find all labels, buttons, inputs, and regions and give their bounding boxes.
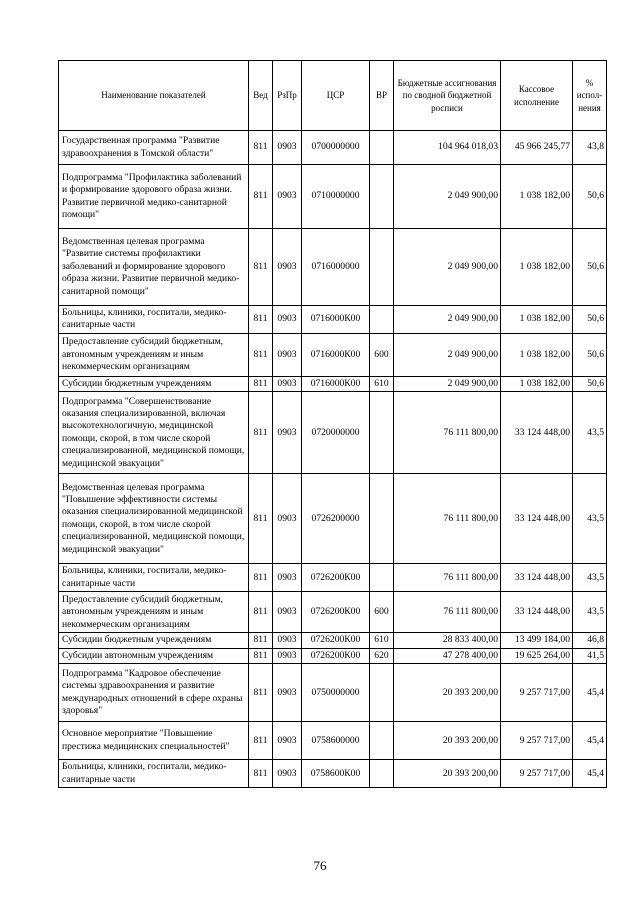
table-row: [59, 722, 607, 760]
cell-ved: 811: [249, 306, 273, 334]
cell-cash: 9 257 717,00: [501, 760, 573, 788]
header-rzpr: РзПр: [273, 61, 302, 131]
cell-budget: 2 049 900,00: [394, 229, 501, 306]
table-row: [59, 165, 607, 229]
cell-vr: [370, 760, 394, 788]
cell-percent: 43,5: [573, 564, 607, 592]
cell-ved: 811: [249, 131, 273, 165]
cell-rzpr: 0903: [273, 722, 302, 760]
cell-budget: 76 111 800,00: [394, 474, 501, 564]
cell-percent: 43,8: [573, 131, 607, 165]
cell-percent: 43,5: [573, 592, 607, 633]
cell-cash: 1 038 182,00: [501, 165, 573, 229]
table-row: [59, 648, 607, 663]
table-header-row: [59, 61, 607, 131]
cell-cash: 33 124 448,00: [501, 564, 573, 592]
header-ved: Вед: [249, 61, 273, 131]
cell-budget: 20 393 200,00: [394, 760, 501, 788]
cell-ved: 811: [249, 648, 273, 663]
header-budget: Бюджетные ассигнования по сводной бюджетной росписи: [394, 61, 501, 131]
cell-csr: 0726200К00: [302, 648, 370, 663]
cell-ved: 811: [249, 760, 273, 788]
cell-csr: 0726200К00: [302, 592, 370, 633]
cell-cash: 33 124 448,00: [501, 592, 573, 633]
cell-vr: [370, 722, 394, 760]
cell-percent: 45,4: [573, 722, 607, 760]
cell-name: Ведомственная целевая программа "Развитие системы профилактики заболеваний и формирование здорового образа жизни. Развитие первичной медико-санитарной помощи": [59, 229, 249, 306]
cell-ved: 811: [249, 592, 273, 633]
cell-name: Субсидии бюджетным учреждениям: [59, 376, 249, 391]
page-number: 76: [313, 858, 327, 873]
cell-budget: 104 964 018,03: [394, 131, 501, 165]
cell-csr: 0726200К00: [302, 633, 370, 648]
cell-rzpr: 0903: [273, 564, 302, 592]
table-row: [59, 229, 607, 306]
cell-budget: 20 393 200,00: [394, 722, 501, 760]
cell-percent: 50,6: [573, 165, 607, 229]
cell-percent: 50,6: [573, 376, 607, 391]
cell-ved: 811: [249, 392, 273, 474]
header-vr: ВР: [370, 61, 394, 131]
cell-percent: 50,6: [573, 229, 607, 306]
cell-csr: 0716000К00: [302, 333, 370, 376]
cell-percent: 50,6: [573, 333, 607, 376]
cell-vr: [370, 474, 394, 564]
cell-budget: 2 049 900,00: [394, 306, 501, 334]
table-row: [59, 306, 607, 334]
cell-csr: 0710000000: [302, 165, 370, 229]
table-row: [59, 592, 607, 633]
cell-rzpr: 0903: [273, 664, 302, 722]
cell-name: Подпрограмма "Кадровое обеспечение системы здравоохранения и развитие международных отношений в сфере охраны здоровья": [59, 664, 249, 722]
cell-budget: 76 111 800,00: [394, 392, 501, 474]
table-row: [59, 333, 607, 376]
cell-name: Подпрограмма "Профилактика заболеваний и формирование здорового образа жизни. Развитие первичной медико-санитарной помощи": [59, 165, 249, 229]
cell-cash: 33 124 448,00: [501, 474, 573, 564]
cell-name: Государственная программа "Развитие здравоохранения в Томской области": [59, 131, 249, 165]
cell-percent: 45,4: [573, 760, 607, 788]
cell-cash: 13 499 184,00: [501, 633, 573, 648]
cell-vr: [370, 564, 394, 592]
cell-ved: 811: [249, 165, 273, 229]
cell-vr: [370, 392, 394, 474]
cell-rzpr: 0903: [273, 229, 302, 306]
header-percent: % испол-нения: [573, 61, 607, 131]
cell-budget: 28 833 400,00: [394, 633, 501, 648]
cell-cash: 1 038 182,00: [501, 229, 573, 306]
table-row: [59, 760, 607, 788]
cell-csr: 0716000К00: [302, 306, 370, 334]
cell-percent: 43,5: [573, 474, 607, 564]
cell-percent: 45,4: [573, 664, 607, 722]
header-csr: ЦСР: [302, 61, 370, 131]
cell-ved: 811: [249, 229, 273, 306]
table-row: [59, 633, 607, 648]
cell-rzpr: 0903: [273, 592, 302, 633]
cell-vr: 600: [370, 333, 394, 376]
table-row: [59, 392, 607, 474]
cell-name: Предоставление субсидий бюджетным, автономным учреждениям и иным некоммерческим организациям: [59, 592, 249, 633]
cell-cash: 9 257 717,00: [501, 722, 573, 760]
cell-rzpr: 0903: [273, 376, 302, 391]
cell-percent: 46,8: [573, 633, 607, 648]
table-row: [59, 131, 607, 165]
cell-budget: 76 111 800,00: [394, 592, 501, 633]
cell-cash: 45 966 245,77: [501, 131, 573, 165]
cell-vr: [370, 664, 394, 722]
budget-execution-table: [58, 60, 607, 788]
table-body: [59, 131, 607, 788]
cell-budget: 76 111 800,00: [394, 564, 501, 592]
cell-ved: 811: [249, 722, 273, 760]
cell-rzpr: 0903: [273, 648, 302, 663]
cell-cash: 33 124 448,00: [501, 392, 573, 474]
cell-csr: 0720000000: [302, 392, 370, 474]
cell-ved: 811: [249, 474, 273, 564]
cell-name: Основное мероприятие "Повышение престижа медицинских специальностей": [59, 722, 249, 760]
cell-cash: 1 038 182,00: [501, 306, 573, 334]
cell-budget: 2 049 900,00: [394, 165, 501, 229]
cell-name: Подпрограмма "Совершенствование оказания специализированной, включая высокотехнологичную, медицинской помощи, скорой, в том числе скорой специализированной, медицинской помощи, медицинской эвакуации": [59, 392, 249, 474]
cell-rzpr: 0903: [273, 306, 302, 334]
cell-name: Субсидии автономным учреждениям: [59, 648, 249, 663]
cell-rzpr: 0903: [273, 333, 302, 376]
cell-ved: 811: [249, 633, 273, 648]
cell-percent: 50,6: [573, 306, 607, 334]
cell-vr: [370, 131, 394, 165]
cell-name: Субсидии бюджетным учреждениям: [59, 633, 249, 648]
cell-cash: 1 038 182,00: [501, 376, 573, 391]
cell-rzpr: 0903: [273, 633, 302, 648]
cell-vr: 610: [370, 633, 394, 648]
cell-budget: 47 278 400,00: [394, 648, 501, 663]
cell-budget: 2 049 900,00: [394, 333, 501, 376]
cell-percent: 41,5: [573, 648, 607, 663]
cell-ved: 811: [249, 376, 273, 391]
header-cash: Кассовое исполнение: [501, 61, 573, 131]
cell-name: Ведомственная целевая программа "Повышение эффективности системы оказания специализированной медицинской помощи, скорой, в том числе скорой специализированной, медицинской помощи, медицинской эвакуации": [59, 474, 249, 564]
cell-name: Больницы, клиники, госпитали, медико-санитарные части: [59, 564, 249, 592]
table-row: [59, 564, 607, 592]
cell-budget: 2 049 900,00: [394, 376, 501, 391]
header-name: Наименование показателей: [59, 61, 249, 131]
cell-cash: 9 257 717,00: [501, 664, 573, 722]
cell-cash: 1 038 182,00: [501, 333, 573, 376]
cell-name: Предоставление субсидий бюджетным, автономным учреждениям и иным некоммерческим организациям: [59, 333, 249, 376]
cell-vr: [370, 165, 394, 229]
cell-vr: [370, 229, 394, 306]
cell-ved: 811: [249, 564, 273, 592]
cell-rzpr: 0903: [273, 131, 302, 165]
cell-csr: 0758600К00: [302, 760, 370, 788]
cell-vr: 620: [370, 648, 394, 663]
cell-ved: 811: [249, 333, 273, 376]
table-row: [59, 376, 607, 391]
cell-csr: 0726200К00: [302, 564, 370, 592]
cell-csr: 0716000К00: [302, 376, 370, 391]
cell-vr: 610: [370, 376, 394, 391]
cell-cash: 19 625 264,00: [501, 648, 573, 663]
cell-budget: 20 393 200,00: [394, 664, 501, 722]
cell-ved: 811: [249, 664, 273, 722]
table-row: [59, 474, 607, 564]
cell-csr: 0726200000: [302, 474, 370, 564]
cell-rzpr: 0903: [273, 392, 302, 474]
cell-vr: 600: [370, 592, 394, 633]
cell-csr: 0750000000: [302, 664, 370, 722]
cell-csr: 0716000000: [302, 229, 370, 306]
cell-rzpr: 0903: [273, 165, 302, 229]
cell-rzpr: 0903: [273, 760, 302, 788]
cell-csr: 0700000000: [302, 131, 370, 165]
table-row: [59, 664, 607, 722]
cell-percent: 43,5: [573, 392, 607, 474]
cell-name: Больницы, клиники, госпитали, медико-санитарные части: [59, 306, 249, 334]
cell-vr: [370, 306, 394, 334]
cell-rzpr: 0903: [273, 474, 302, 564]
cell-name: Больницы, клиники, госпитали, медико-санитарные части: [59, 760, 249, 788]
cell-csr: 0758600000: [302, 722, 370, 760]
